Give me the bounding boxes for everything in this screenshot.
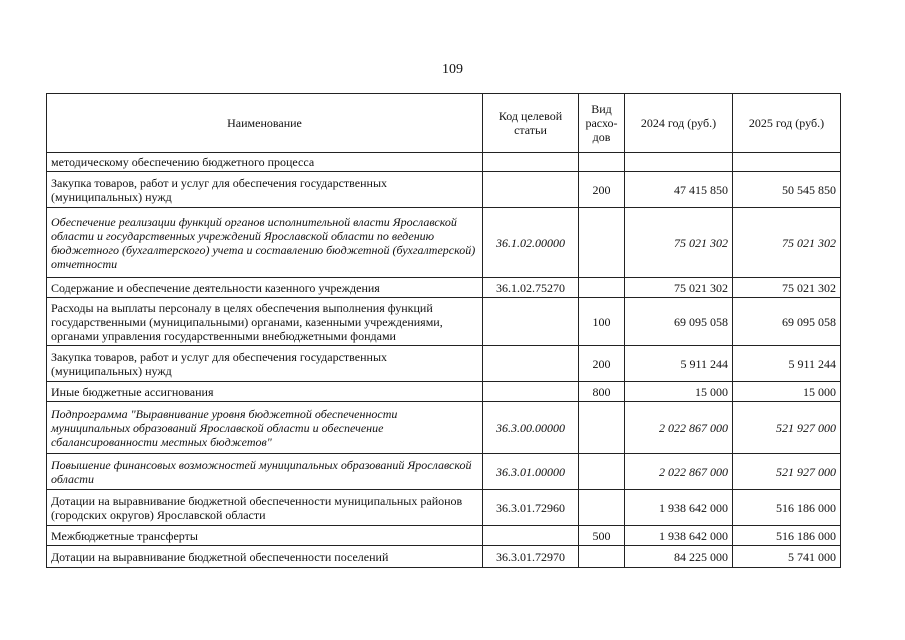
row-name: Подпрограмма "Выравнивание уровня бюджетной обеспеченности муниципальных образований Ярославской области и обеспечение сбалансированности местных бюджетов" <box>47 402 483 454</box>
row-name: Дотации на выравнивание бюджетной обеспеченности поселений <box>47 546 483 568</box>
table-row <box>47 454 841 490</box>
header-vid: Вид расхо-дов <box>579 94 625 153</box>
table-row <box>47 298 841 346</box>
row-code <box>483 153 579 172</box>
row-vid: 800 <box>579 382 625 402</box>
row-code <box>483 382 579 402</box>
row-vid <box>579 546 625 568</box>
row-name: Обеспечение реализации функций органов исполнительной власти Ярославской области и государственных учреждений Ярославской области по ведению бюджетного (бухгалтерского) учета и составлению бюджетной (бухгалтерской) отчетности <box>47 208 483 278</box>
row-code: 36.1.02.00000 <box>483 208 579 278</box>
table-row <box>47 346 841 382</box>
row-name: Содержание и обеспечение деятельности казенного учреждения <box>47 278 483 298</box>
row-2025: 50 545 850 <box>733 172 841 208</box>
row-vid: 200 <box>579 346 625 382</box>
header-2024: 2024 год (руб.) <box>625 94 733 153</box>
row-2025 <box>733 153 841 172</box>
table-row <box>47 208 841 278</box>
row-code: 36.3.01.00000 <box>483 454 579 490</box>
row-2024: 69 095 058 <box>625 298 733 346</box>
header-name: Наименование <box>47 94 483 153</box>
row-2024: 75 021 302 <box>625 208 733 278</box>
row-2025: 5 911 244 <box>733 346 841 382</box>
row-code: 36.3.01.72970 <box>483 546 579 568</box>
row-code <box>483 298 579 346</box>
table-row <box>47 382 841 402</box>
row-2024: 75 021 302 <box>625 278 733 298</box>
row-2024: 15 000 <box>625 382 733 402</box>
row-vid <box>579 208 625 278</box>
row-code <box>483 346 579 382</box>
row-vid <box>579 490 625 526</box>
row-code <box>483 526 579 546</box>
row-vid: 200 <box>579 172 625 208</box>
table-row <box>47 546 841 568</box>
row-2024: 1 938 642 000 <box>625 490 733 526</box>
row-code: 36.3.00.00000 <box>483 402 579 454</box>
row-2025: 75 021 302 <box>733 208 841 278</box>
table-row <box>47 526 841 546</box>
row-code <box>483 172 579 208</box>
row-2025: 75 021 302 <box>733 278 841 298</box>
row-2024: 2 022 867 000 <box>625 454 733 490</box>
row-vid <box>579 402 625 454</box>
table-header-row <box>47 94 841 153</box>
row-vid <box>579 278 625 298</box>
row-2024: 47 415 850 <box>625 172 733 208</box>
row-name: Межбюджетные трансферты <box>47 526 483 546</box>
budget-table <box>46 93 841 568</box>
row-2025: 15 000 <box>733 382 841 402</box>
table-row <box>47 153 841 172</box>
row-code: 36.1.02.75270 <box>483 278 579 298</box>
row-vid <box>579 454 625 490</box>
row-name: Закупка товаров, работ и услуг для обеспечения государственных (муниципальных) нужд <box>47 172 483 208</box>
row-2024: 2 022 867 000 <box>625 402 733 454</box>
table-row <box>47 278 841 298</box>
row-vid <box>579 153 625 172</box>
header-2025: 2025 год (руб.) <box>733 94 841 153</box>
table-row <box>47 172 841 208</box>
row-name: Иные бюджетные ассигнования <box>47 382 483 402</box>
row-2025: 5 741 000 <box>733 546 841 568</box>
row-2025: 521 927 000 <box>733 402 841 454</box>
row-name: Дотации на выравнивание бюджетной обеспеченности муниципальных районов (городских округов) Ярославской области <box>47 490 483 526</box>
row-2024 <box>625 153 733 172</box>
row-vid: 100 <box>579 298 625 346</box>
row-code: 36.3.01.72960 <box>483 490 579 526</box>
row-2024: 5 911 244 <box>625 346 733 382</box>
table-row <box>47 402 841 454</box>
row-2025: 521 927 000 <box>733 454 841 490</box>
row-vid: 500 <box>579 526 625 546</box>
row-2024: 84 225 000 <box>625 546 733 568</box>
header-code: Код целевой статьи <box>483 94 579 153</box>
row-2024: 1 938 642 000 <box>625 526 733 546</box>
table-body <box>47 153 841 568</box>
row-2025: 516 186 000 <box>733 490 841 526</box>
page-number: 109 <box>442 62 463 77</box>
row-2025: 516 186 000 <box>733 526 841 546</box>
row-name: Повышение финансовых возможностей муниципальных образований Ярославской области <box>47 454 483 490</box>
row-2025: 69 095 058 <box>733 298 841 346</box>
row-name: Закупка товаров, работ и услуг для обеспечения государственных (муниципальных) нужд <box>47 346 483 382</box>
row-name: методическому обеспечению бюджетного процесса <box>47 153 483 172</box>
table-row <box>47 490 841 526</box>
row-name: Расходы на выплаты персоналу в целях обеспечения выполнения функций государственными (муниципальными) органами, казенными учреждениями, органами управления государственными внебюджетными фондами <box>47 298 483 346</box>
